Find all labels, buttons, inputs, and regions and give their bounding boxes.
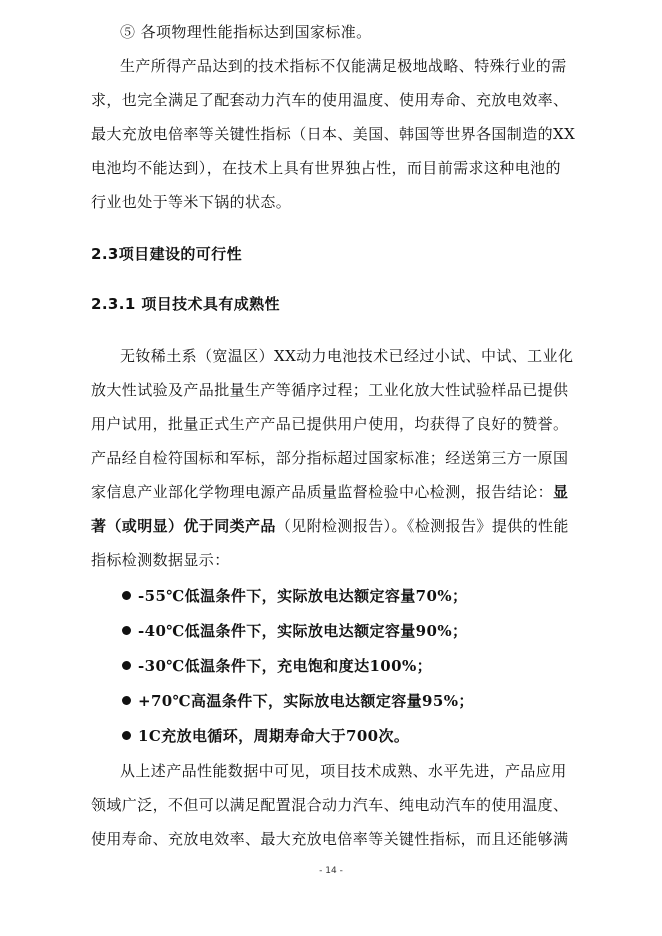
page-number: - 14 - xyxy=(319,866,343,876)
bullet-item xyxy=(122,620,467,642)
bullet-item xyxy=(122,585,467,607)
paragraph-text: （见附检测报告）。《检测报告》提供的性能 xyxy=(275,517,569,535)
paragraph-text: 家信息产业部化学物理电源产品质量监督检验中心检测，报告结论： xyxy=(91,483,554,501)
subsection-number: 2.3.1 xyxy=(91,295,136,313)
bullet-item xyxy=(122,690,474,712)
section-heading: 2.3项目建设的可行性 xyxy=(91,245,242,263)
bullet-text: -30℃低温条件下，充电饱和度达100%； xyxy=(138,657,433,675)
paragraph-line xyxy=(91,481,568,503)
bullet-dot-icon xyxy=(122,626,131,635)
bullet-text: 1C充放电循环，周期寿命大于700次。 xyxy=(138,727,410,745)
subsection-heading xyxy=(91,293,280,315)
bullet-text: -55℃低温条件下，实际放电达额定容量70%； xyxy=(138,587,468,605)
list-item-text: 各项物理性能指标达到国家标准。 xyxy=(140,23,372,41)
paragraph-line: 使用寿命、充放电效率、最大充放电倍率等关键性指标，而且还能够满 xyxy=(91,830,569,848)
paragraph-line: 放大性试验及产品批量生产等循序过程；工业化放大性试验样品已提供 xyxy=(91,381,569,399)
bullet-dot-icon xyxy=(122,661,131,670)
paragraph-line: 从上述产品性能数据中可见，项目技术成熟、水平先进，产品应用 xyxy=(120,762,567,780)
paragraph-line: 指标检测数据显示： xyxy=(91,551,230,569)
bullet-dot-icon xyxy=(122,696,131,705)
bold-emphasis: 著（或明显）优于同类产品 xyxy=(91,517,276,535)
paragraph-line: 行业也处于等米下锅的状态。 xyxy=(91,193,292,211)
bullet-dot-icon xyxy=(122,731,131,740)
bullet-item xyxy=(122,655,432,677)
bullet-text: +70℃高温条件下，实际放电达额定容量95%； xyxy=(138,692,474,710)
bullet-item xyxy=(122,725,409,747)
paragraph-line xyxy=(91,515,569,537)
paragraph-line: 领域广泛，不但可以满足配置混合动力汽车、纯电动汽车的使用温度、 xyxy=(91,796,569,814)
subsection-title: 项目技术具有成熟性 xyxy=(141,295,280,313)
bold-emphasis: 显 xyxy=(553,483,569,501)
paragraph-line: 产品经自检符国标和军标，部分指标超过国家标准；经送第三方一原国 xyxy=(91,449,569,467)
paragraph-line: 用户试用，批量正式生产产品已提供用户使用，均获得了良好的赞誉。 xyxy=(91,415,569,433)
paragraph-line: 生产所得产品达到的技术指标不仅能满足极地战略、特殊行业的需 xyxy=(120,57,567,75)
bullet-dot-icon xyxy=(122,591,131,600)
circled-number-marker: ⑤ xyxy=(120,23,136,41)
list-item-5 xyxy=(120,21,372,43)
bullet-text: -40℃低温条件下，实际放电达额定容量90%； xyxy=(138,622,468,640)
paragraph-line: 电池均不能达到），在技术上具有世界独占性，而目前需求这种电池的 xyxy=(91,159,561,177)
paragraph-line: 无钕稀土系（宽温区）XX动力电池技术已经过小试、中试、工业化 xyxy=(120,347,574,365)
paragraph-line: 求，也完全满足了配套动力汽车的使用温度、使用寿命、充放电效率、 xyxy=(91,91,569,109)
paragraph-line: 最大充放电倍率等关键性指标（日本、美国、韩国等世界各国制造的XX xyxy=(91,125,576,143)
